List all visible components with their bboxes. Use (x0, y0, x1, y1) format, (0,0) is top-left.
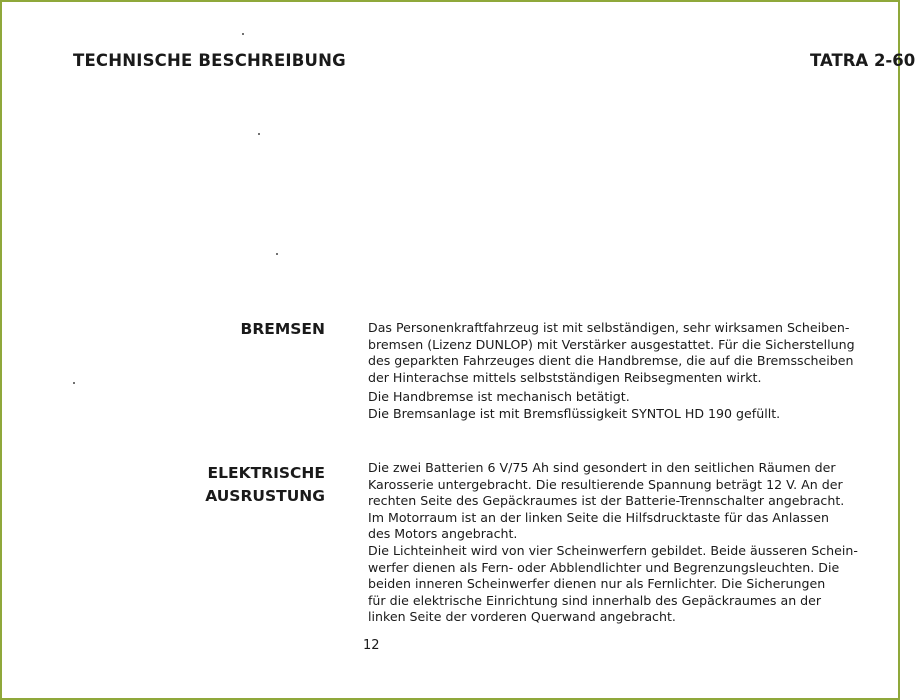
section-title-brakes (241, 318, 326, 341)
paper-speck (73, 382, 75, 384)
paragraph-line: der Hinterachse mittels selbstständigen Reibsegmenten wirkt. (368, 369, 762, 385)
section-title-line: BREMSEN (240, 320, 325, 338)
paragraph-line: rechten Seite des Gepäckraumes ist der Batterie-Trennschalter angebracht. (368, 493, 845, 509)
paragraph-line: Die zwei Batterien 6 V/75 Ah sind gesondert in den seitlichen Räumen der (368, 460, 836, 475)
paragraph-line: linken Seite der vorderen Querwand angebracht. (368, 609, 676, 625)
paragraph-line: Die Bremsanlage ist mit Bremsflüssigkeit SYNTOL HD 190 gefüllt. (368, 405, 781, 421)
bleed-through-block (40, 160, 325, 200)
bleed-through-block (355, 75, 455, 110)
section-text-brakes (368, 320, 855, 423)
page-number: 12 (363, 638, 380, 653)
section-text-electric (368, 460, 858, 626)
bleed-through-block (355, 160, 455, 200)
paragraph-line: bremsen (Lizenz DUNLOP) mit Verstärker ausgestattet. Für die Sicherstellung (368, 336, 855, 352)
bleed-through-block (95, 75, 325, 115)
model-title: TATRA 2-60 (810, 51, 915, 70)
paper-speck (258, 133, 260, 135)
paragraph-line: Karosserie untergebracht. Die resultierende Spannung beträgt 12 V. An der (368, 476, 843, 492)
paragraph-line: des Motors angebracht. (368, 526, 518, 542)
document-title: TECHNISCHE BESCHREIBUNG (73, 51, 346, 70)
paragraph-line: für die elektrische Einrichtung sind innerhalb des Gepäckraumes an der (368, 592, 822, 608)
paragraph-line: Im Motorraum ist an der linken Seite die Hilfsdrucktaste für das Anlassen (368, 509, 829, 525)
paragraph-line: beiden inneren Scheinwerfer dienen nur als Fernlichter. Die Sicherungen (368, 576, 826, 592)
paragraph-line: werfer dienen als Fern- oder Abblendlichter und Begrenzungsleuchten. Die (368, 559, 840, 575)
section-title-electric (205, 462, 325, 508)
paper-speck (276, 253, 278, 255)
paragraph-line: des geparkten Fahrzeuges dient die Handbremse, die auf die Bremsscheiben (368, 353, 854, 369)
section-title-line: AUSRUSTUNG (205, 487, 325, 505)
paragraph-line: Das Personenkraftfahrzeug ist mit selbständigen, sehr wirksamen Scheiben- (368, 320, 850, 335)
paragraph-line: Die Handbremse ist mechanisch betätigt. (368, 389, 630, 405)
paper-speck (242, 33, 244, 35)
paragraph-line: Die Lichteinheit wird von vier Scheinwerfern gebildet. Beide äusseren Schein- (368, 542, 858, 558)
section-title-line: ELEKTRISCHE (207, 464, 325, 482)
